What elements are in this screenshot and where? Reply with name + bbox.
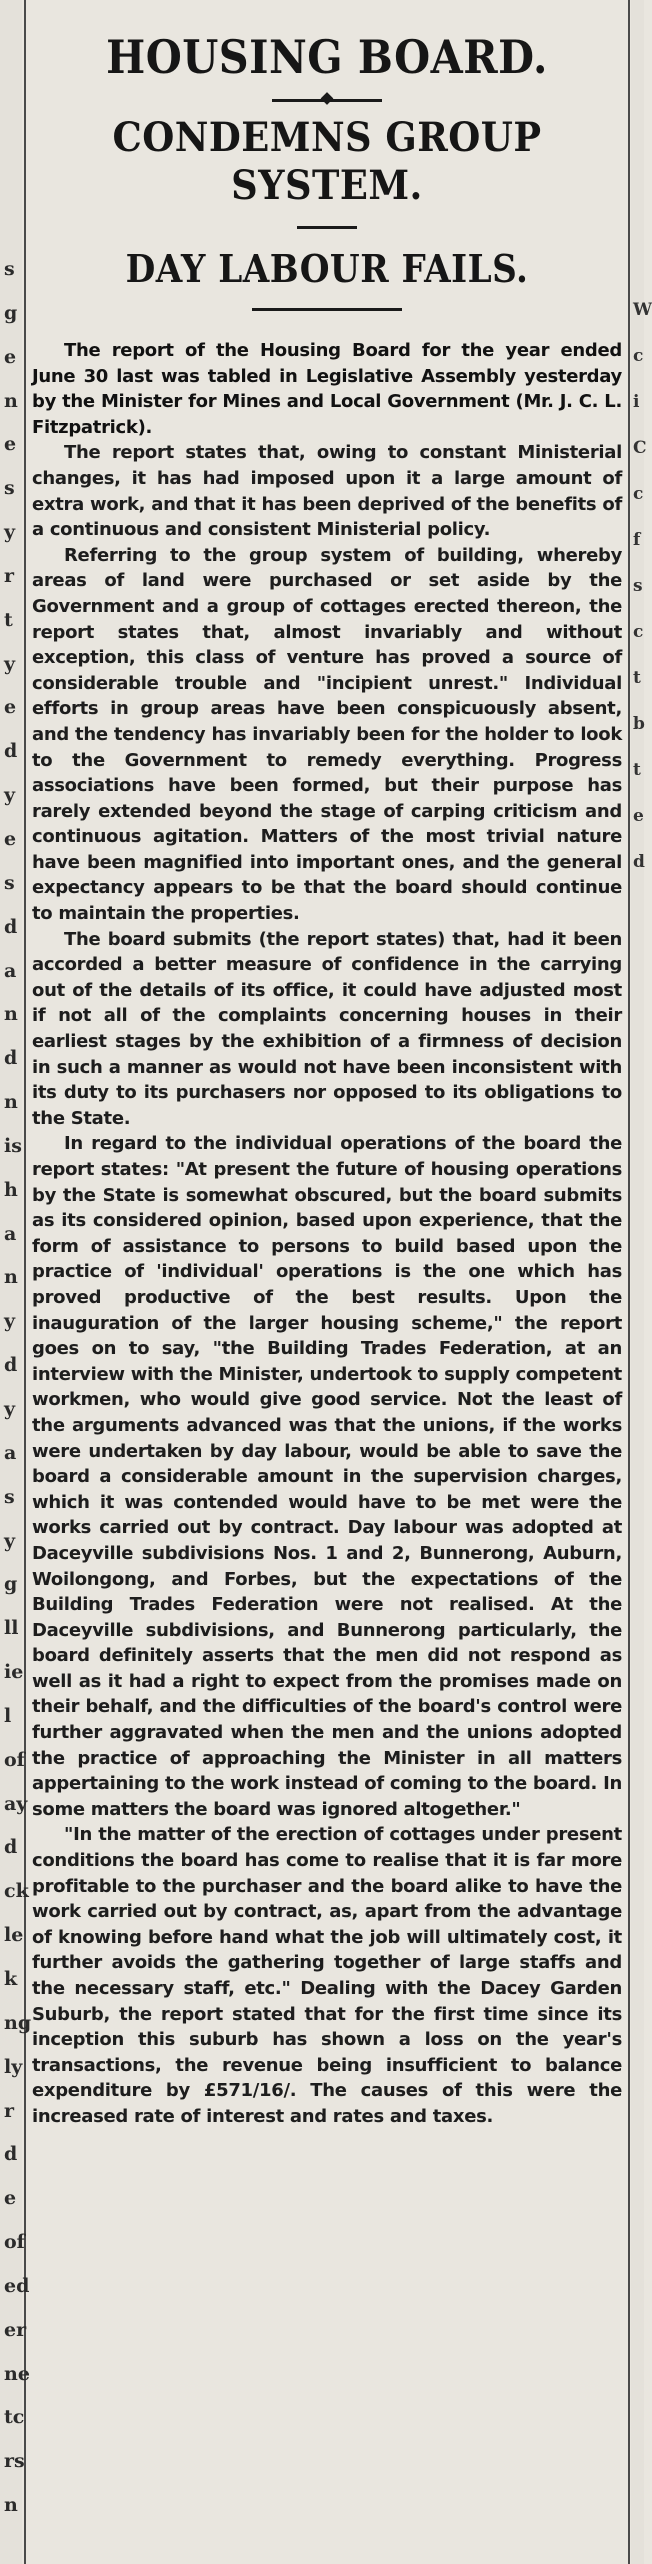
- right-margin-fragment: c: [633, 346, 644, 366]
- left-margin-fragment: er: [4, 2319, 27, 2341]
- article-paragraph: The report of the Housing Board for the year ended June 30 last was tabled in Legislative Assembly yesterday by the Minister for Mines and Local Government (Mr. J. C. L. Fitzpatrick).: [32, 340, 622, 438]
- left-margin-fragment: d: [4, 916, 18, 938]
- left-margin-fragment: d: [4, 1836, 18, 1858]
- left-margin-fragment: le: [4, 1924, 24, 1946]
- left-margin-fragment: s: [4, 1486, 15, 1508]
- left-margin-fragment: ie: [4, 1661, 24, 1683]
- left-margin-fragment: n: [4, 390, 18, 412]
- article-body: [32, 338, 622, 2130]
- left-margin-fragment: is: [4, 1135, 22, 1157]
- column-rule-left: [24, 0, 26, 2564]
- left-margin-fragment: ne: [4, 2363, 30, 2385]
- left-margin-fragment: t: [4, 609, 13, 631]
- left-margin-fragment: ay: [4, 1793, 28, 1815]
- left-margin-fragment: g: [4, 302, 18, 324]
- left-margin-fragment: y: [4, 784, 16, 806]
- left-margin-fragment: n: [4, 2494, 18, 2516]
- left-margin-fragment: h: [4, 1179, 18, 1201]
- right-margin-fragment: d: [633, 852, 645, 872]
- left-margin-fragment: l: [4, 1705, 12, 1727]
- right-margin-fragment: f: [633, 530, 641, 550]
- deck-divider: [32, 294, 622, 324]
- left-margin-fragment: a: [4, 1442, 17, 1464]
- article-paragraph: The board submits (the report states) that, had it been accorded a better measure of confidence in the carrying out of the details of its office, it could have adjusted most if not all of the complaints concerning houses in their earliest stages by the exhibition of a firmness of decision in such a manner as would not have been inconsistent with its duty to its purchasers nor opposed to its obligations to the State.: [32, 928, 622, 1129]
- left-margin-fragment: k: [4, 1968, 18, 1990]
- left-margin-fragment: d: [4, 1047, 18, 1069]
- right-margin-fragment: i: [633, 392, 640, 412]
- left-margin-fragment: s: [4, 258, 15, 280]
- right-margin-fragment: b: [633, 714, 645, 734]
- article-paragraph: Referring to the group system of building, whereby areas of land were purchased or set aside by the Government and a group of cottages erected thereon, the report states that, almost invariably and without exception, this class of venture has proved a source of considerable trouble and "incipient unrest." Individual efforts in group areas have been conspicuously absent, and the tendency has invariably been for the holder to look to the Government to remedy everything. Progress associations have been formed, but their purpose has rarely extended beyond the stage of carping criticism and continuous agitation. Matters of the most trivial nature have been magnified into important ones, and the general expectancy appears to be that the board should continue to maintain the properties.: [32, 544, 622, 925]
- right-margin-fragment: W: [633, 300, 652, 320]
- left-margin-fragment: y: [4, 653, 16, 675]
- article-column: [32, 0, 622, 2564]
- right-margin-fragment: C: [633, 438, 647, 458]
- left-margin-fragment: y: [4, 1530, 16, 1552]
- left-margin-fragment: e: [4, 346, 17, 368]
- right-margin-fragment: t: [633, 668, 641, 688]
- article-paragraph: In regard to the individual operations of the board the report states: "At present the future of housing operations by the State is somewhat obscured, but the board submits as its considered opinion, based upon experience, that the form of assistance to persons to build based upon the practice of 'individual' operations is the one which has proved productive of the best results. Upon the inauguration of the larger housing scheme," the report goes on to say, "the Building Trades Federation, at an interview with the Minister, undertook to supply competent workmen, who would give good service. Not the least of the arguments advanced was that the unions, if the works were undertaken by day labour, would be able to save the board a considerable amount in the supervision charges, which it was contended would have to be met were the works carried out by contract. Day labour was adopted at Daceyville subdivisions Nos. 1 and 2, Bunnerong, Auburn, Woilongong, and Forbes, but the expectations of the Building Trades Federation were not realised. At the Daceyville subdivisions, and Bunnerong particularly, the board definitely asserts that the men did not respond as well as it had a right to expect from the promises made on their behalf, and the difficulties of the board's control were further aggravated when the men and the unions adopted the practice of approaching the Minister in all matters appertaining to the work instead of coming to the board. In some matters the board was ignored altogether.": [32, 1133, 622, 1820]
- left-margin-fragment: d: [4, 2143, 18, 2165]
- left-margin-fragment: e: [4, 696, 17, 718]
- left-margin-fragment: s: [4, 872, 15, 894]
- left-margin-fragment: ll: [4, 1617, 19, 1639]
- right-margin-fragment: c: [633, 622, 644, 642]
- left-margin-fragment: n: [4, 1266, 18, 1288]
- left-margin-fragment: ed: [4, 2275, 30, 2297]
- left-margin-fragment: y: [4, 521, 16, 543]
- subheadline-divider: [32, 210, 622, 244]
- deck-headline: DAY LABOUR FAILS.: [125, 246, 529, 291]
- column-rule-right: [628, 0, 630, 2564]
- divider-diamond-icon: [321, 92, 334, 105]
- left-margin-fragment: r: [4, 565, 15, 587]
- left-margin-fragment: e: [4, 2187, 17, 2209]
- left-margin-fragment: a: [4, 960, 17, 982]
- left-margin-fragment: a: [4, 1223, 17, 1245]
- left-margin-fragment: n: [4, 1003, 18, 1025]
- right-margin-fragment: t: [633, 760, 641, 780]
- left-margin-fragment: g: [4, 1573, 18, 1595]
- left-margin-fragment: ck: [4, 1880, 29, 1902]
- right-margin-fragment: s: [633, 576, 643, 596]
- subheadline: CONDEMNS GROUP SYSTEM.: [112, 114, 542, 209]
- headline: HOUSING BOARD.: [106, 30, 548, 84]
- left-margin-fragment: y: [4, 1310, 16, 1332]
- headline-divider: [32, 86, 622, 114]
- left-margin-fragment: s: [4, 477, 15, 499]
- left-margin-fragment: of: [4, 1749, 25, 1771]
- left-margin-fragment: e: [4, 828, 17, 850]
- left-margin-fragment: ly: [4, 2056, 23, 2078]
- left-margin-fragment: of: [4, 2231, 25, 2253]
- right-margin-fragment: c: [633, 484, 644, 504]
- article-paragraph: "In the matter of the erection of cottages under present conditions the board has come to realise that it is far more profitable to the purchaser and the board alike to have the work carried out by contract, as, apart from the advantage of knowing before hand what the job will ultimately cost, it further avoids the gathering together of large staffs and the necessary staff, etc." Dealing with the Dacey Garden Suburb, the report stated that for the first time since its inception this suburb has shown a loss on the year's transactions, the revenue being insufficient to balance expenditure by £571/16/. The causes of this were the increased rate of interest and rates and taxes.: [32, 1824, 622, 2127]
- left-margin-fragment: d: [4, 1354, 18, 1376]
- left-margin-fragment: r: [4, 2100, 15, 2122]
- divider-line: [297, 226, 357, 229]
- left-margin-fragment: rs: [4, 2450, 25, 2472]
- adjacent-column-fragment-right: [631, 0, 644, 2564]
- left-margin-fragment: tc: [4, 2406, 25, 2428]
- left-margin-fragment: n: [4, 1091, 18, 1113]
- left-margin-fragment: ng: [4, 2012, 32, 2034]
- right-margin-fragment: e: [633, 806, 644, 826]
- left-margin-fragment: y: [4, 1398, 16, 1420]
- article-paragraph: The report states that, owing to constant Ministerial changes, it has had imposed upon it a large amount of extra work, and that it has been deprived of the benefits of a continuous and consistent Ministerial policy.: [32, 442, 622, 541]
- left-margin-fragment: d: [4, 740, 18, 762]
- left-margin-fragment: e: [4, 433, 17, 455]
- divider-line: [252, 308, 402, 311]
